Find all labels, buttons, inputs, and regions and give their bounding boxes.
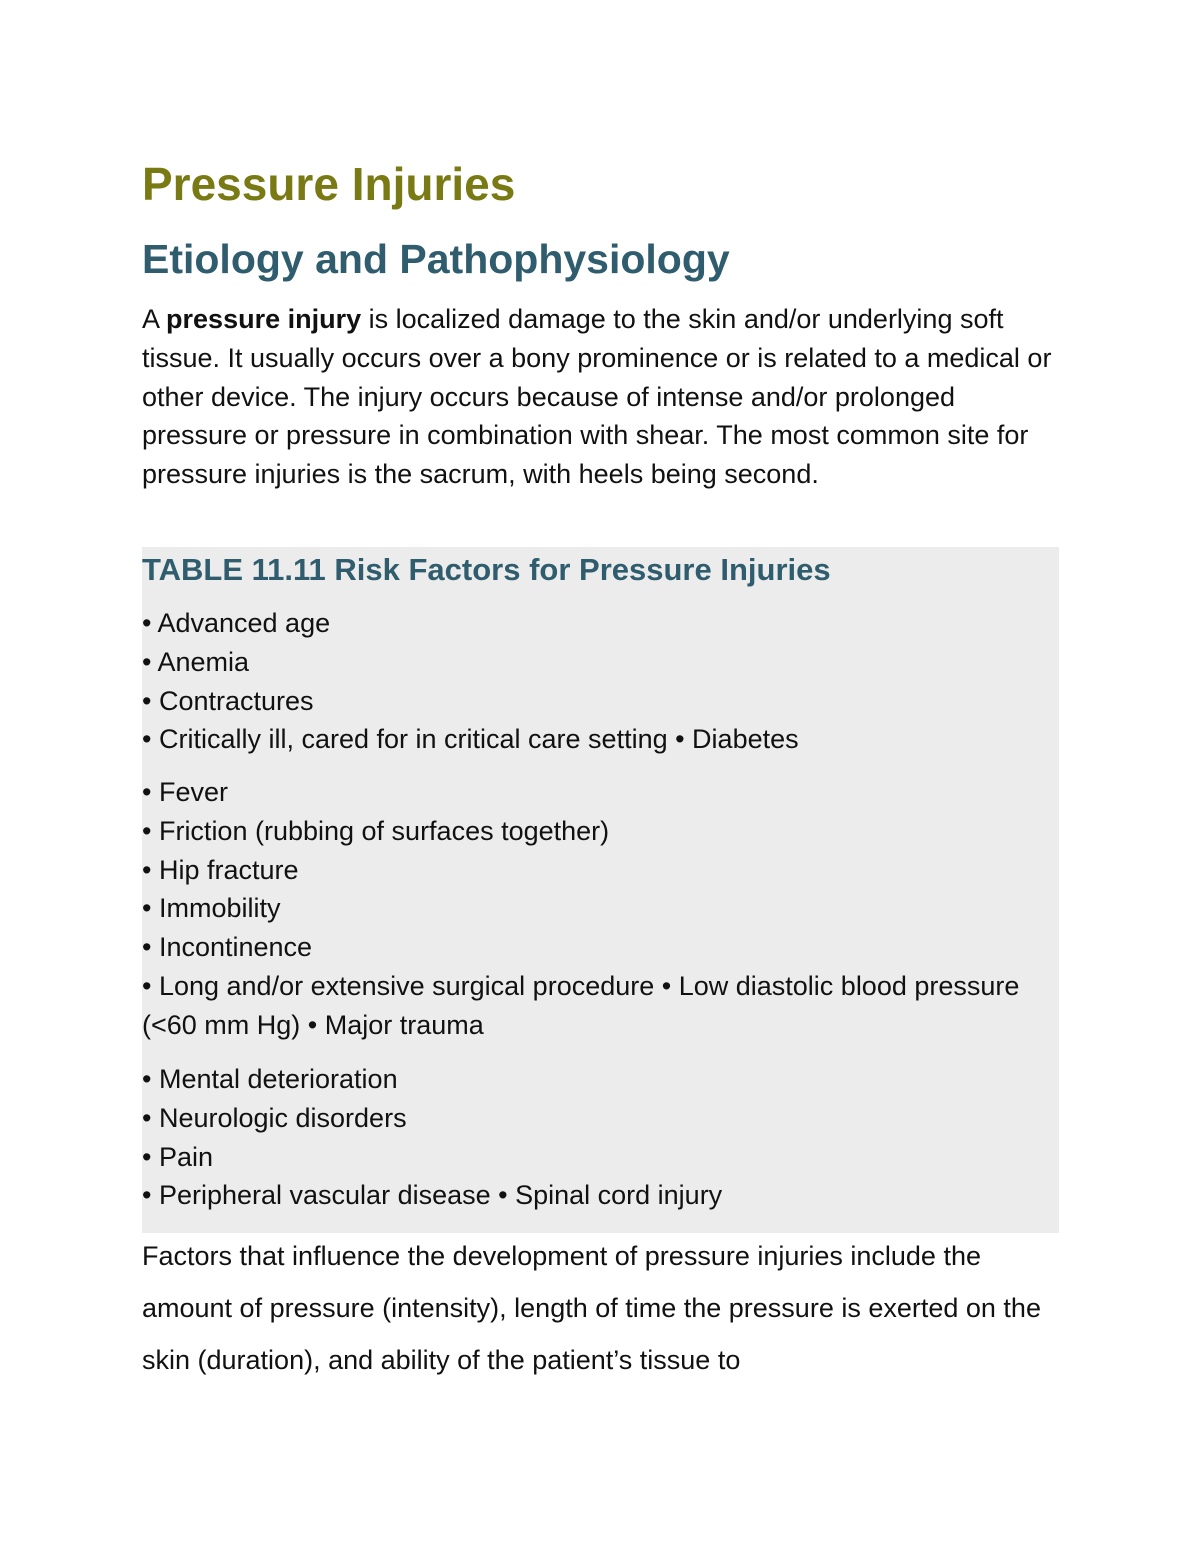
list-item: • Friction (rubbing of surfaces together)	[142, 815, 610, 846]
section-heading: Etiology and Pathophysiology	[142, 236, 730, 282]
list-item: • Contractures	[142, 685, 314, 716]
list-item: • Pain	[142, 1141, 213, 1172]
intro-rest: is localized damage to the skin and/or underlying soft tissue. It usually occurs over a bony prominence or is related to a medical or other device. The injury occurs because of intense and/or prolonged pressure or pressure in combination with shear. The most common site for pressure injuries is the sacrum, with heels being second.	[142, 304, 1052, 490]
intro-lead: A	[142, 304, 167, 334]
risk-group-3	[142, 1060, 1042, 1215]
intro-bold-term: pressure injury	[166, 304, 362, 334]
closing-paragraph: Factors that influence the development of pressure injuries include the amount of pressure (intensity), length of time the pressure is exerted on the skin (duration), and ability of the patient’s tissue to	[142, 1241, 1041, 1375]
list-item: • Neurologic disorders	[142, 1102, 407, 1133]
list-item: • Advanced age	[142, 608, 331, 638]
list-item: • Immobility	[142, 893, 281, 924]
intro-paragraph	[142, 300, 1062, 494]
list-item: • Long and/or extensive surgical procedure • Low diastolic blood pressure (<60 mm Hg) • Major trauma	[142, 970, 1020, 1040]
list-item: • Mental deterioration	[142, 1064, 398, 1094]
list-item: • Peripheral vascular disease • Spinal cord injury	[142, 1180, 723, 1211]
list-item: • Anemia	[142, 646, 250, 677]
risk-group-2	[142, 773, 1042, 1045]
list-item: • Fever	[142, 777, 228, 807]
risk-factors-table	[142, 547, 1059, 1233]
list-item: • Hip fracture	[142, 854, 299, 885]
list-item: • Critically ill, cared for in critical care setting • Diabetes	[142, 724, 799, 755]
page-title: Pressure Injuries	[142, 158, 516, 210]
risk-group-1	[142, 604, 1042, 759]
table-caption: TABLE 11.11 Risk Factors for Pressure Injuries	[142, 552, 831, 587]
list-item: • Incontinence	[142, 932, 313, 963]
